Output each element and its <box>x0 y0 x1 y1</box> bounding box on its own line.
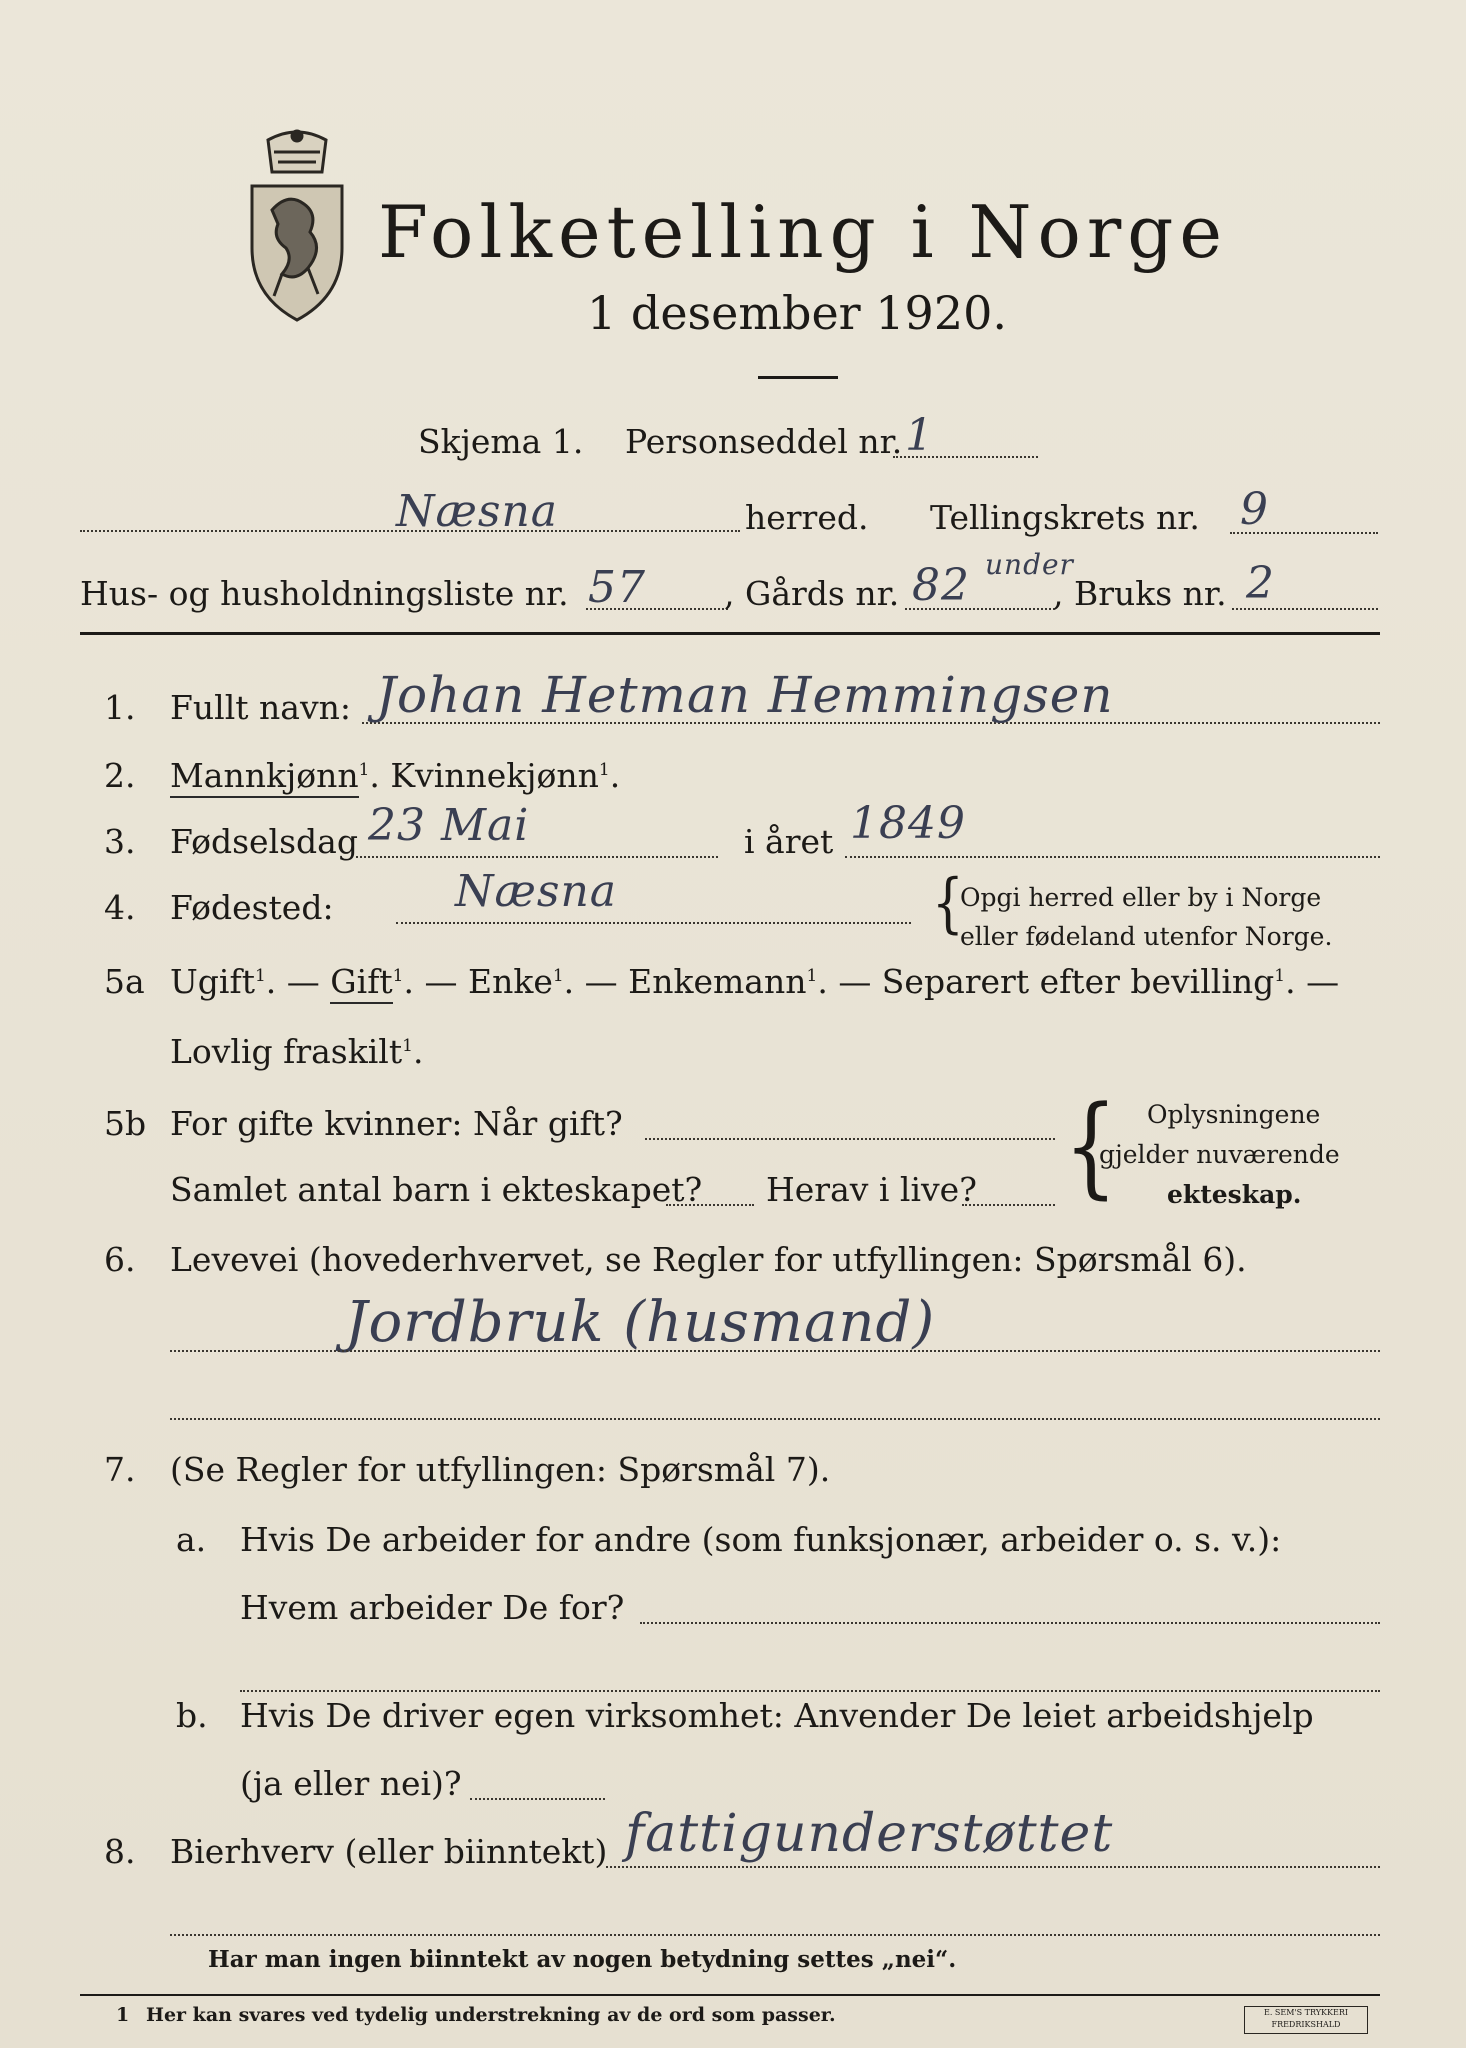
q8-line <box>606 1866 1380 1868</box>
tellingskrets-label: Tellingskrets nr. <box>930 498 1200 537</box>
q8-line-2 <box>170 1934 1380 1936</box>
q4-note-1: Opgi herred eller by i Norge <box>960 883 1322 912</box>
q7b-line-2: (ja eller nei)? <box>240 1764 462 1803</box>
q4-line <box>396 922 911 924</box>
q2-sup-1: 1 <box>358 760 370 780</box>
q1-value: Johan Hetman Hemmingsen <box>376 666 1114 724</box>
q4-value: Næsna <box>455 866 618 917</box>
q1-number: 1. <box>104 688 136 727</box>
printer-stamp-line-2: FREDRIKSHALD <box>1271 2020 1341 2029</box>
q5a-line-2: Lovlig fraskilt$^1$. <box>170 1032 424 1071</box>
q2-options <box>170 756 620 795</box>
q5a-gift: Gift <box>330 962 392 1004</box>
gards-value: 82 <box>912 560 970 611</box>
q7-number: 7. <box>104 1450 136 1489</box>
q3-year-label: i året <box>744 822 834 861</box>
q5a-number: 5a <box>104 962 145 1001</box>
q5a-separert: — Separert efter bevilling <box>838 962 1275 1001</box>
q5b-note-bracket: { <box>1064 1082 1118 1210</box>
personseddel-label: Personseddel nr. <box>625 422 903 461</box>
bruks-label: , Bruks nr. <box>1053 574 1227 613</box>
q5a-enkemann: — Enkemann <box>584 962 807 1001</box>
q5b-gift-line <box>645 1138 1055 1140</box>
q6-value: Jordbruk (husmand) <box>345 1290 936 1355</box>
q5a-fraskilt: Lovlig fraskilt <box>170 1032 403 1071</box>
form-date: 1 desember 1920. <box>587 286 1007 340</box>
printer-stamp-line-1: E. SEM'S TRYKKERI <box>1263 2008 1349 2017</box>
q5b-line-2a: Samlet antal barn i ekteskapet? <box>170 1170 703 1209</box>
q6-number: 6. <box>104 1240 136 1279</box>
q4-number: 4. <box>104 888 136 927</box>
q3-number: 3. <box>104 822 136 861</box>
q7b-number: b. <box>176 1696 208 1735</box>
hus-label: Hus- og husholdningsliste nr. <box>80 574 569 613</box>
q5b-line-1: For gifte kvinner: Når gift? <box>170 1104 623 1143</box>
tellingskrets-value: 9 <box>1240 484 1269 535</box>
printer-stamp <box>1244 2006 1368 2034</box>
q5b-line-2b: Herav i live? <box>766 1170 977 1209</box>
q5b-note-2: gjelder nuværende <box>1099 1140 1340 1169</box>
q8-label: Bierhverv (eller biinntekt) <box>170 1832 608 1871</box>
q7a-number: a. <box>176 1520 207 1559</box>
footer-rule <box>80 1994 1380 1996</box>
gards-label: , Gårds nr. <box>724 574 900 613</box>
bruks-value: 2 <box>1246 558 1275 609</box>
skjema-label: Skjema 1. <box>418 422 584 461</box>
herred-value: Næsna <box>396 486 559 537</box>
q8-value: fattigunderstøttet <box>625 1804 1114 1864</box>
title-divider <box>758 376 838 379</box>
q5a-enke: — Enke <box>424 962 553 1001</box>
q5b-number: 5b <box>104 1104 147 1143</box>
q4-note-bracket: { <box>932 865 964 941</box>
q6-line-2 <box>170 1418 1380 1420</box>
q2-sep-2: . <box>609 756 621 795</box>
q4-label: Fødested: <box>170 888 334 927</box>
q2-option-kvinnekjonn: Kvinnekjønn <box>390 756 599 795</box>
q3-year-line <box>845 856 1380 858</box>
coat-of-arms-icon <box>238 128 356 326</box>
hus-value: 57 <box>588 562 646 613</box>
q2-sep-1: . <box>369 756 380 795</box>
form-title: Folketelling i Norge <box>378 190 1228 274</box>
gards-note: under <box>985 548 1074 581</box>
q3-line <box>356 856 718 858</box>
q5b-note-3: ekteskap. <box>1167 1180 1302 1209</box>
q1-label: Fullt navn: <box>170 688 351 727</box>
q7a-employer-line-2 <box>240 1690 1380 1692</box>
q4-note-2: eller fødeland utenfor Norge. <box>960 922 1333 951</box>
header-rule <box>80 632 1380 635</box>
q7b-answer-line <box>470 1798 605 1800</box>
q7a-line-1: Hvis De arbeider for andre (som funksjonær, arbeider o. s. v.): <box>240 1520 1282 1559</box>
q3-year-value: 1849 <box>850 798 966 849</box>
q7b-line-1: Hvis De driver egen virksomhet: Anvender De leiet arbeidshjelp <box>240 1696 1314 1735</box>
personseddel-value: 1 <box>905 410 934 461</box>
q5b-note-1: Oplysningene <box>1147 1100 1321 1129</box>
q5b-barn-line <box>666 1204 754 1206</box>
q6-label: Levevei (hovederhvervet, se Regler for utfyllingen: Spørsmål 6). <box>170 1240 1247 1279</box>
q3-value: 23 Mai <box>368 800 530 851</box>
footnote-number: 1 <box>116 2004 130 2026</box>
q3-label: Fødselsdag <box>170 822 358 861</box>
q8-number: 8. <box>104 1832 136 1871</box>
q7-label: (Se Regler for utfyllingen: Spørsmål 7). <box>170 1450 831 1489</box>
q2-option-mannkjonn: Mannkjønn <box>170 756 359 798</box>
q2-number: 2. <box>104 756 136 795</box>
q5a-ugift: Ugift <box>170 962 255 1001</box>
q5b-live-line <box>962 1204 1055 1206</box>
q7a-employer-line <box>640 1622 1380 1624</box>
footer-note: Har man ingen biinntekt av nogen betydning settes „nei“. <box>208 1946 957 1973</box>
q5a-line-1: Ugift$^1$. — Gift$^1$. — Enke$^1$. — Enkemann$^1$. — Separert efter bevilling$^1$. — <box>170 962 1339 1001</box>
q6-line-1 <box>170 1350 1380 1352</box>
q2-sup-2: 1 <box>598 760 610 780</box>
footnote-text: Her kan svares ved tydelig understrekning av de ord som passer. <box>146 2004 836 2026</box>
q7a-line-2: Hvem arbeider De for? <box>240 1588 625 1627</box>
herred-label: herred. <box>745 498 869 537</box>
